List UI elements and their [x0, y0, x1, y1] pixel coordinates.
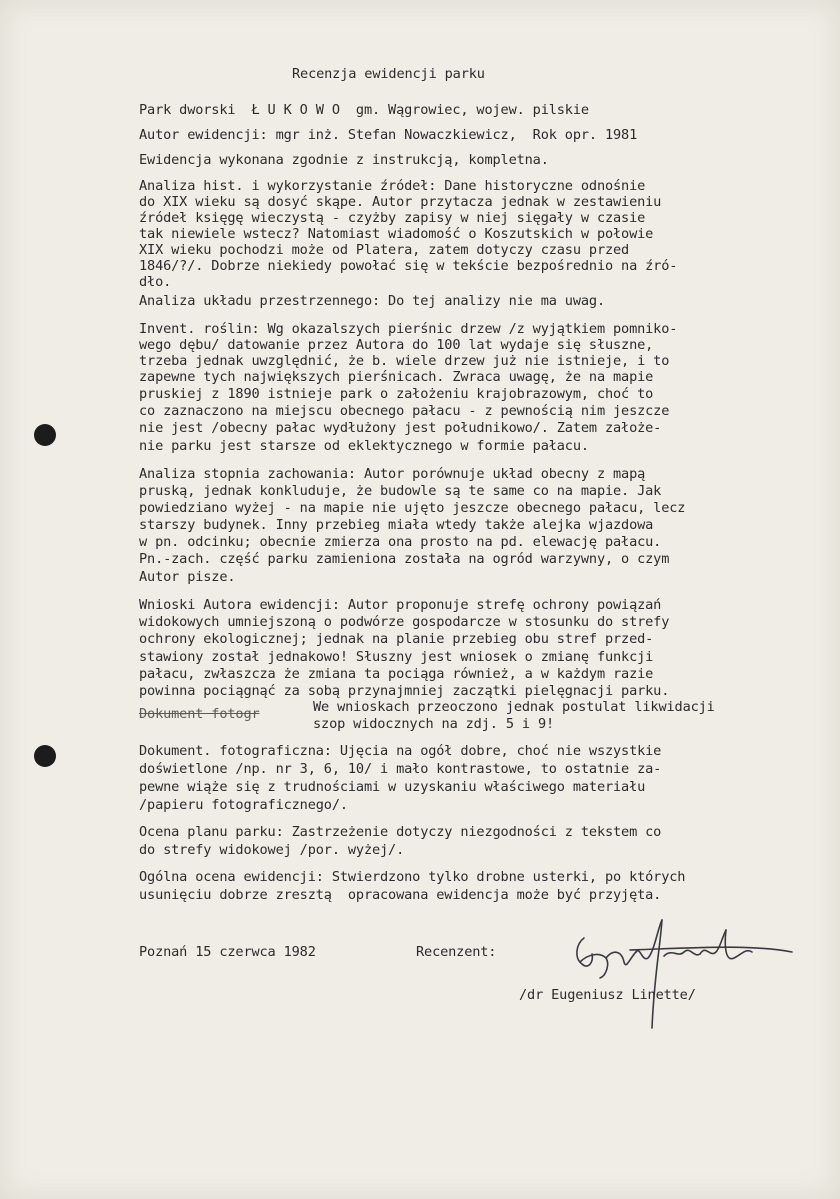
text-line: XIX wieku pochodzi może od Platera, zatem dotyczy czasu przed [139, 242, 630, 258]
text-line: trzeba jednak uwzględnić, że b. wiele drzew już nie istnieje, i to [139, 353, 670, 369]
text-line: nie jest /obecny pałac wydłużony jest południkowo/. Zatem założe- [139, 420, 662, 436]
reviewer-label: Recenzent: [416, 944, 497, 960]
text-line: w pn. odcinku; obecnie zmierza ona prosto na pd. elewację pałacu. [139, 534, 662, 550]
struck-text: Dokument fotogr [139, 706, 260, 722]
text-line: usunięciu dobrze zresztą opracowana ewidencja może być przyjęta. [139, 887, 662, 903]
text-line: Autor pisze. [139, 569, 236, 585]
place-date: Poznań 15 czerwca 1982 [139, 944, 316, 960]
text-line: pałacu, zwłaszcza że zmiana ta pociąga również, a w każdym razie [139, 666, 654, 682]
text-line: dło. [139, 274, 172, 290]
text-line: nie parku jest starsze od eklektycznego w formie pałacu. [139, 438, 589, 454]
document-title: Recenzja ewidencji parku [292, 66, 485, 82]
text-line: pewne wiąże się z trudnościami w uzyskaniu właściwego materiału [139, 779, 646, 795]
text-line: Dokument. fotograficzna: Ujęcia na ogół dobre, choć nie wszystkie [139, 743, 662, 759]
punch-hole [34, 424, 56, 446]
text-line: Invent. roślin: Wg okazalszych pierśnic drzew /z wyjątkiem pomniko- [139, 321, 678, 337]
text-line: /papieru fotograficznego/. [139, 797, 348, 813]
handwritten-signature [570, 918, 800, 1038]
text-line: wego dębu/ datowanie przez Autora do 100 lat wydaje się słuszne, [139, 337, 654, 353]
text-line: ochrony ekologicznej; jednak na planie przebieg obu stref przed- [139, 631, 654, 647]
text-line: co zaznaczono na miejscu obecnego pałacu - z pewnością nim jeszcze [139, 403, 670, 419]
text-line: doświetlone /np. nr 3, 6, 10/ i mało kontrastowe, to ostatnie za- [139, 761, 662, 777]
text-line: szop widocznych na zdj. 5 i 9! [313, 716, 555, 732]
text-line: Pn.-zach. część parku zamieniona została na ogród warzywny, o czym [139, 551, 670, 567]
text-line: Park dworski Ł U K O W O gm. Wągrowiec, wojew. pilskie [139, 102, 589, 118]
text-line: We wnioskach przeoczono jednak postulat likwidacji [313, 699, 715, 715]
text-line: źródeł księgę wieczystą - czyżby zapisy w niej sięgały w czasie [139, 210, 646, 226]
reviewer-name: /dr Eugeniusz Linette/ [519, 987, 696, 1003]
text-line: do XIX wieku są dosyć skąpe. Autor przytacza jednak w zestawieniu [139, 194, 662, 210]
text-line: pruskiej z 1890 istnieje park o założeniu krajobrazowym, choć to [139, 386, 654, 402]
punch-hole [34, 745, 56, 767]
text-line: powiedziano wyżej - na mapie nie ujęto jeszcze obecnego pałacu, lecz [139, 500, 686, 516]
text-line: Ocena planu parku: Zastrzeżenie dotyczy niezgodności z tekstem co [139, 824, 662, 840]
text-line: Analiza hist. i wykorzystanie źródeł: Dane historyczne odnośnie [139, 178, 646, 194]
text-line: pruską, jednak konkluduje, że budowle są te same co na mapie. Jak [139, 483, 662, 499]
text-line: Ogólna ocena ewidencji: Stwierdzono tylko drobne usterki, po których [139, 869, 686, 885]
text-line: stawiony został jednakowo! Słuszny jest wniosek o zmianę funkcji [139, 649, 654, 665]
text-line: zapewne tych największych pierśnicach. Zwraca uwagę, że na mapie [139, 369, 654, 385]
text-line: powinna pociągnąć za sobą przynajmniej zaczątki pielęgnacji parku. [139, 683, 670, 699]
text-line: Analiza stopnia zachowania: Autor porównuje układ obecny z mapą [139, 466, 646, 482]
text-line: widokowych umniejszoną o podwórze gospodarcze w stosunku do strefy [139, 614, 670, 630]
text-line: Autor ewidencji: mgr inż. Stefan Nowaczkiewicz, Rok opr. 1981 [139, 127, 638, 143]
text-line: Analiza układu przestrzennego: Do tej analizy nie ma uwag. [139, 293, 605, 309]
text-line: Wnioski Autora ewidencji: Autor proponuje strefę ochrony powiązań [139, 597, 662, 613]
text-line: do strefy widokowej /por. wyżej/. [139, 842, 405, 858]
text-line: Ewidencja wykonana zgodnie z instrukcją, kompletna. [139, 152, 549, 168]
text-line: starszy budynek. Inny przebieg miała wtedy także alejka wjazdowa [139, 517, 654, 533]
text-line: 1846/?/. Dobrze niekiedy powołać się w tekście bezpośrednio na źró- [139, 258, 678, 274]
text-line: tak niewiele wstecz? Natomiast wiadomość o Koszutskich w połowie [139, 226, 654, 242]
